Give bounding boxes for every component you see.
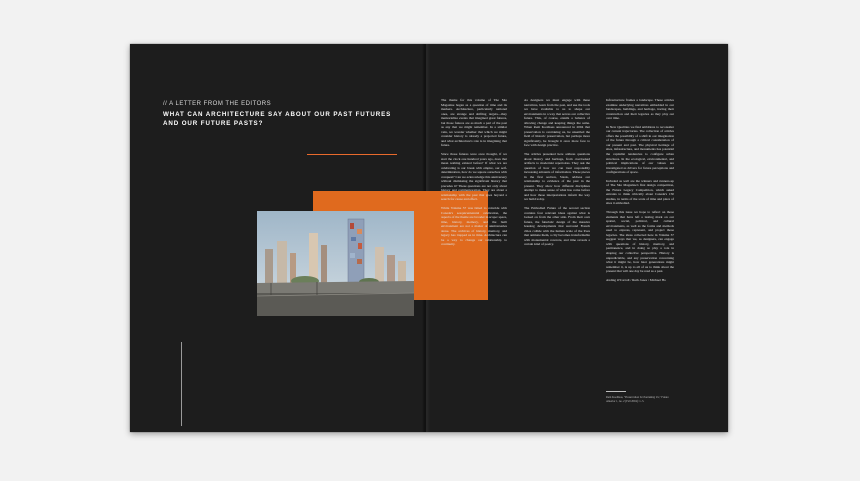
paragraph: Through this issue we hope to reflect on those elements that have left a lasting mark on our spatial, social, political, and cultural environments, as well as the forms and methods used to express, represent, and project those legacies. The ideas collected here in Volume 37 suggest ways that we, as designers, can engage with questions of history, memory, and permanence, and in doing so play a role in shaping our collective perspective. History is unpredictable, and any preservation concerning what it might be, how later generations might remember it, is up to all of us to think about the present that will one day be read as a past. — [606, 210, 674, 274]
text-column-1 — [441, 98, 507, 410]
paragraph: The theme for this volume of The Site Magazine began as a question of time and its markers. Architecture, particularly national ones, are strange and shifting targets—they memorialize events that imagined great futures, but those futures are as much a part of the past as any that we might remember. In a similar vein, we wonder whether that which we might consider history is already a projected future, and what architecture's role is in imagining that future. — [441, 98, 507, 148]
paragraph: While Volume 37 was timed to coincide with Canada's sesquicentennial celebration, the aspects of the theme are broader in scope: space, time, history, memory, and the built environment are not a matter of anniversaries alone. The archives of history, memory, and legacy has trapped us in time. Architecture can be a way to change our relationship to continuity. — [441, 206, 507, 247]
paragraph: The Embodied Future of the second section contains four relevant ideas against what is looked on from the other side. From their own future, the futuristic design of the massive housing developments that surround French cities collide with the human scale of the lives that animate them, a city becomes transformable with monumental concrete, and time reveals a certain kind of poetry. — [524, 206, 590, 247]
editor-signature: Aisling O'Carroll / Ruth Jones / Michael Ho — [606, 277, 666, 282]
paragraph: The articles presented here address questions about history and heritage, from overlooked artifacts to modernist repertoires. They ask the question of how we can treat responsibly increasing amounts of information. These pieces in the first section, Stasis, address our relationship to evidence of the past in the present. They show how different disciplines attempt to make sense of what has come before and how those interpretations inform the way we build today. — [524, 152, 590, 202]
paragraph: Since those futures were once thought, if we start the clock one hundred years ago, does that mean nothing existed before? If what we are celebrating is our break with empire, our self-determination, how do we square ourselves with conquest? Can we acknowledge this anniversary without dismissing the significant history that precedes it? These questions are not only about history and commemoration. They are about a relationship with the past that goes beyond a search for cause and effect. — [441, 152, 507, 202]
vertical-divider — [181, 342, 182, 426]
paragraph: In New Qualities we find ambitions to reconsider our current trajectories. The collection of articles offers the possibility of a shift in our imagination of the future through a critical consideration of our present and past. The physical heritage of sites, infrastructure, and monuments has potential the capitalist tendencies to configure urban structures. In the ecological, environmental, and political implications of our values are investigated as drivers for future perceptions and configurations of space. — [606, 124, 674, 175]
footnote-rule — [606, 391, 626, 392]
text-column-2 — [524, 98, 590, 410]
footnote: Rem Koolhaas, "Preservation Is Overtaking Us," Future Anterior 1, no. 2 (Fall 2004): 1–3. — [606, 396, 669, 403]
text-column-3 — [606, 98, 674, 410]
paragraph: As designers we must engage with these narratives, learn from the past, and use the tools we have available to us to shape our environments in a way that serves our collective future. This, of course, entails a balance of allowing change and keeping things the same. When Rem Koolhaas announced in 2004 that preservation is overtaking us, he unsettled the field of historic preservation, but perhaps more significantly, he brought it once more face to face with design practice. — [524, 98, 590, 148]
housing-towers-photo — [257, 211, 414, 316]
paragraph: Included as well are the winners and runners-up of The Site Magazine's first design competition, the Future Legacy Competition, which asked entrants to think critically about Canada's 150 studies, in terms of the scale of time and place of sites it embodied. — [606, 178, 674, 206]
orange-divider — [307, 154, 397, 155]
section-kicker: // A LETTER FROM THE EDITORS — [163, 101, 272, 107]
magazine-spread — [130, 44, 728, 432]
article-headline: WHAT CAN ARCHITECTURE SAY ABOUT OUR PAST FUTURES AND OUR FUTURE PASTS? — [163, 111, 392, 127]
paragraph: Infrastructure frames a landscape. These articles examine underlying narratives embedded in our landscapes, buildings, and heritage, tracing their construction and their legacies as they play out over time. — [606, 98, 674, 121]
